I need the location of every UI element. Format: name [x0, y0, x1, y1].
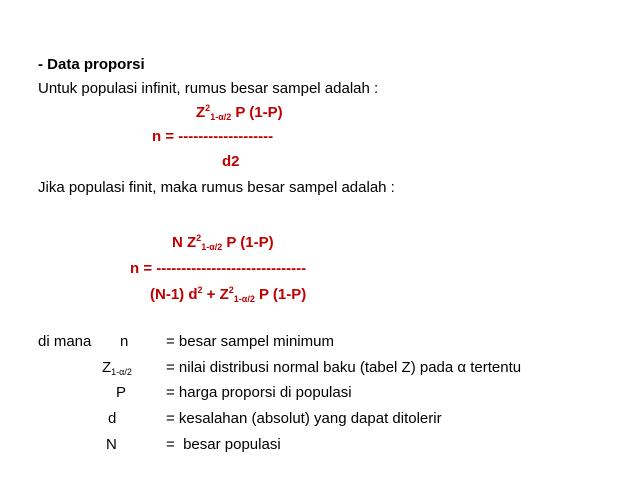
legend-prefix: di mana	[38, 333, 92, 350]
legend-p-symbol: P	[116, 384, 127, 401]
formula1-numerator-sub: 1-α/2	[210, 112, 232, 122]
legend-z-definition: = nilai distribusi normal baku (tabel Z) pada α tertentu	[166, 359, 522, 376]
formula1-fraction-line: n = -------------------	[152, 128, 274, 145]
formula2-numerator-suffix: P (1-P)	[222, 234, 274, 251]
formula1-numerator-suffix: P (1-P)	[231, 104, 283, 121]
formula2-numerator	[172, 234, 274, 252]
formula2-denominator-sup1: 2	[197, 285, 203, 295]
legend-z-letter: Z	[102, 359, 112, 376]
legend-N-definition: = besar populasi	[166, 436, 281, 453]
formula1-numerator-prefix: Z	[196, 104, 206, 121]
formula2-denominator-sub2: 1-α/2	[233, 294, 255, 304]
formula2-denominator	[150, 286, 306, 304]
formula1-denominator: d2	[222, 153, 240, 170]
formula2-denominator-part2: + Z	[202, 286, 229, 303]
formula1-numerator	[196, 104, 283, 122]
formula1-numerator-sup: 2	[205, 103, 211, 113]
formula2-denominator-part3: P (1-P)	[254, 286, 307, 303]
legend-d-symbol: d	[108, 410, 117, 427]
legend-p-definition: = harga proporsi di populasi	[166, 384, 352, 401]
legend-z-sub: 1-α/2	[111, 367, 132, 377]
formula2-denominator-sup2: 2	[228, 285, 234, 295]
formula2-numerator-sup: 2	[196, 233, 202, 243]
formula2-numerator-prefix: N Z	[172, 234, 197, 251]
legend-z-symbol	[102, 359, 132, 377]
formula2-denominator-part1: (N-1) d	[150, 286, 198, 303]
formula2-numerator-sub: 1-α/2	[201, 242, 223, 252]
legend-n-symbol: n	[120, 333, 129, 350]
legend-N-symbol: N	[106, 436, 117, 453]
intro-finite-text: Jika populasi finit, maka rumus besar sampel adalah :	[38, 179, 395, 196]
section-heading: - Data proporsi	[38, 56, 145, 73]
legend-d-definition: = kesalahan (absolut) yang dapat ditolerir	[166, 410, 442, 427]
formula2-fraction-line: n = ------------------------------	[130, 260, 307, 277]
legend-n-definition: = besar sampel minimum	[166, 333, 334, 350]
intro-infinite-text: Untuk populasi infinit, rumus besar sampel adalah :	[38, 80, 379, 97]
